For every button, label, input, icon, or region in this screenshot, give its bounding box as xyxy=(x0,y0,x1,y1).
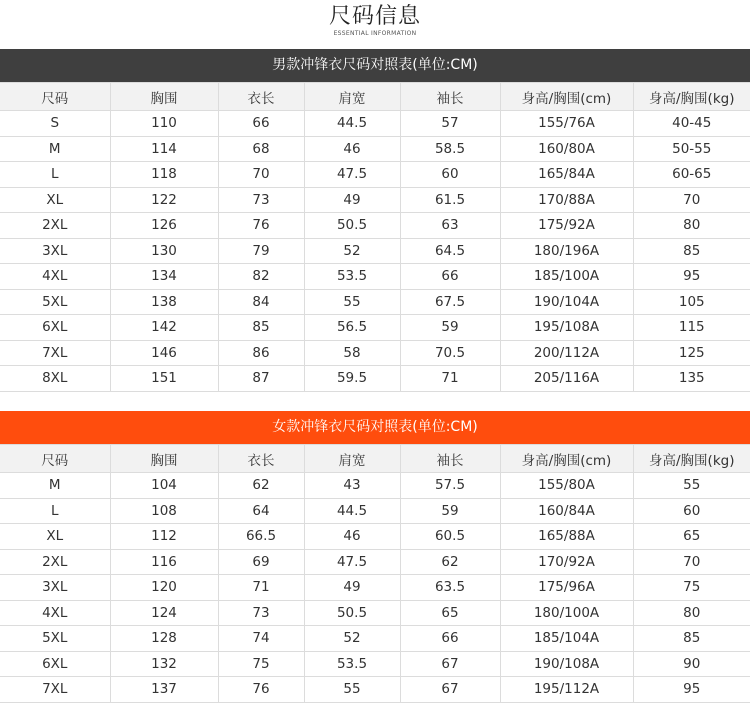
chest-cell: 128 xyxy=(110,626,218,652)
height-weight-cell: 90 xyxy=(633,651,750,677)
height-weight-cell: 85 xyxy=(633,626,750,652)
sleeve-cell: 62 xyxy=(400,549,500,575)
table-row xyxy=(0,315,750,341)
men-table-header-row xyxy=(0,83,750,111)
sleeve-cell: 59 xyxy=(400,315,500,341)
men-size-table xyxy=(0,82,750,392)
height-chest-cell: 155/80A xyxy=(500,473,633,499)
table-row xyxy=(0,498,750,524)
size-cell: 3XL xyxy=(0,238,110,264)
table-row xyxy=(0,187,750,213)
page-title: 尺码信息 xyxy=(328,4,421,29)
size-cell: 6XL xyxy=(0,651,110,677)
length-cell: 82 xyxy=(218,264,304,290)
table-row xyxy=(0,651,750,677)
height-chest-cell: 155/76A xyxy=(500,111,633,137)
table-row xyxy=(0,264,750,290)
sleeve-cell: 65 xyxy=(400,600,500,626)
table-row xyxy=(0,366,750,392)
height-weight-cell: 80 xyxy=(633,213,750,239)
height-weight-cell: 60-65 xyxy=(633,162,750,188)
sleeve-cell: 66 xyxy=(400,264,500,290)
chest-cell: 104 xyxy=(110,473,218,499)
height-chest-cell: 170/88A xyxy=(500,187,633,213)
sleeve-cell: 57.5 xyxy=(400,473,500,499)
chest-cell: 132 xyxy=(110,651,218,677)
page-subtitle: ESSENTIAL INFORMATION xyxy=(333,30,417,37)
column-header-sleeve: 袖长 xyxy=(400,83,500,111)
shoulder-cell: 47.5 xyxy=(304,162,400,188)
chest-cell: 138 xyxy=(110,289,218,315)
height-weight-cell: 70 xyxy=(633,187,750,213)
column-header-size: 尺码 xyxy=(0,445,110,473)
men-size-section xyxy=(0,49,750,392)
column-header-height-weight: 身高/胸围(kg) xyxy=(633,445,750,473)
shoulder-cell: 49 xyxy=(304,187,400,213)
chest-cell: 116 xyxy=(110,549,218,575)
height-weight-cell: 70 xyxy=(633,549,750,575)
column-header-shoulder: 肩宽 xyxy=(304,83,400,111)
height-chest-cell: 190/108A xyxy=(500,651,633,677)
length-cell: 74 xyxy=(218,626,304,652)
column-header-sleeve: 袖长 xyxy=(400,445,500,473)
height-chest-cell: 180/100A xyxy=(500,600,633,626)
sleeve-cell: 60 xyxy=(400,162,500,188)
size-cell: XL xyxy=(0,524,110,550)
size-cell: 4XL xyxy=(0,264,110,290)
chest-cell: 110 xyxy=(110,111,218,137)
size-cell: M xyxy=(0,136,110,162)
length-cell: 66.5 xyxy=(218,524,304,550)
chest-cell: 124 xyxy=(110,600,218,626)
shoulder-cell: 56.5 xyxy=(304,315,400,341)
sleeve-cell: 61.5 xyxy=(400,187,500,213)
height-chest-cell: 195/108A xyxy=(500,315,633,341)
chest-cell: 142 xyxy=(110,315,218,341)
size-cell: S xyxy=(0,111,110,137)
length-cell: 71 xyxy=(218,575,304,601)
sleeve-cell: 63.5 xyxy=(400,575,500,601)
chest-cell: 134 xyxy=(110,264,218,290)
size-cell: 3XL xyxy=(0,575,110,601)
shoulder-cell: 55 xyxy=(304,677,400,703)
shoulder-cell: 53.5 xyxy=(304,651,400,677)
column-header-chest: 胸围 xyxy=(110,83,218,111)
chest-cell: 108 xyxy=(110,498,218,524)
length-cell: 84 xyxy=(218,289,304,315)
length-cell: 86 xyxy=(218,340,304,366)
height-chest-cell: 185/100A xyxy=(500,264,633,290)
height-chest-cell: 175/92A xyxy=(500,213,633,239)
length-cell: 76 xyxy=(218,677,304,703)
women-table-title: 女款冲锋衣尺码对照表(单位:CM) xyxy=(0,411,750,444)
chest-cell: 137 xyxy=(110,677,218,703)
shoulder-cell: 52 xyxy=(304,238,400,264)
size-cell: XL xyxy=(0,187,110,213)
table-row xyxy=(0,162,750,188)
shoulder-cell: 50.5 xyxy=(304,600,400,626)
women-table-header-row xyxy=(0,445,750,473)
height-weight-cell: 60 xyxy=(633,498,750,524)
height-chest-cell: 195/112A xyxy=(500,677,633,703)
height-weight-cell: 125 xyxy=(633,340,750,366)
size-cell: 7XL xyxy=(0,340,110,366)
length-cell: 87 xyxy=(218,366,304,392)
sleeve-cell: 66 xyxy=(400,626,500,652)
sleeve-cell: 58.5 xyxy=(400,136,500,162)
sleeve-cell: 70.5 xyxy=(400,340,500,366)
sleeve-cell: 67 xyxy=(400,651,500,677)
size-cell: 4XL xyxy=(0,600,110,626)
height-chest-cell: 170/92A xyxy=(500,549,633,575)
table-row xyxy=(0,289,750,315)
length-cell: 70 xyxy=(218,162,304,188)
height-chest-cell: 200/112A xyxy=(500,340,633,366)
sleeve-cell: 67 xyxy=(400,677,500,703)
column-header-height-weight: 身高/胸围(kg) xyxy=(633,83,750,111)
height-weight-cell: 55 xyxy=(633,473,750,499)
height-chest-cell: 190/104A xyxy=(500,289,633,315)
size-cell: 5XL xyxy=(0,626,110,652)
shoulder-cell: 47.5 xyxy=(304,549,400,575)
size-cell: L xyxy=(0,162,110,188)
length-cell: 68 xyxy=(218,136,304,162)
table-row xyxy=(0,473,750,499)
length-cell: 66 xyxy=(218,111,304,137)
shoulder-cell: 43 xyxy=(304,473,400,499)
length-cell: 73 xyxy=(218,600,304,626)
height-weight-cell: 105 xyxy=(633,289,750,315)
chest-cell: 114 xyxy=(110,136,218,162)
shoulder-cell: 44.5 xyxy=(304,498,400,524)
column-header-chest: 胸围 xyxy=(110,445,218,473)
length-cell: 69 xyxy=(218,549,304,575)
table-row xyxy=(0,549,750,575)
height-weight-cell: 95 xyxy=(633,264,750,290)
table-row xyxy=(0,677,750,703)
height-chest-cell: 160/80A xyxy=(500,136,633,162)
shoulder-cell: 53.5 xyxy=(304,264,400,290)
height-weight-cell: 95 xyxy=(633,677,750,703)
size-cell: 5XL xyxy=(0,289,110,315)
height-chest-cell: 160/84A xyxy=(500,498,633,524)
height-weight-cell: 50-55 xyxy=(633,136,750,162)
sleeve-cell: 57 xyxy=(400,111,500,137)
men-table-body xyxy=(0,111,750,392)
women-size-table xyxy=(0,444,750,703)
sleeve-cell: 59 xyxy=(400,498,500,524)
height-weight-cell: 40-45 xyxy=(633,111,750,137)
shoulder-cell: 58 xyxy=(304,340,400,366)
chest-cell: 122 xyxy=(110,187,218,213)
height-weight-cell: 75 xyxy=(633,575,750,601)
size-cell: 8XL xyxy=(0,366,110,392)
column-header-shoulder: 肩宽 xyxy=(304,445,400,473)
chest-cell: 118 xyxy=(110,162,218,188)
column-header-length: 衣长 xyxy=(218,83,304,111)
height-chest-cell: 175/96A xyxy=(500,575,633,601)
size-cell: 2XL xyxy=(0,213,110,239)
shoulder-cell: 59.5 xyxy=(304,366,400,392)
table-row xyxy=(0,111,750,137)
shoulder-cell: 50.5 xyxy=(304,213,400,239)
height-chest-cell: 205/116A xyxy=(500,366,633,392)
height-weight-cell: 85 xyxy=(633,238,750,264)
sleeve-cell: 60.5 xyxy=(400,524,500,550)
women-table-body xyxy=(0,473,750,703)
table-row xyxy=(0,600,750,626)
size-cell: 2XL xyxy=(0,549,110,575)
table-row xyxy=(0,213,750,239)
table-row xyxy=(0,524,750,550)
length-cell: 76 xyxy=(218,213,304,239)
length-cell: 62 xyxy=(218,473,304,499)
length-cell: 64 xyxy=(218,498,304,524)
height-weight-cell: 115 xyxy=(633,315,750,341)
table-row xyxy=(0,238,750,264)
chest-cell: 151 xyxy=(110,366,218,392)
length-cell: 75 xyxy=(218,651,304,677)
shoulder-cell: 52 xyxy=(304,626,400,652)
chest-cell: 126 xyxy=(110,213,218,239)
shoulder-cell: 49 xyxy=(304,575,400,601)
shoulder-cell: 46 xyxy=(304,136,400,162)
height-chest-cell: 180/196A xyxy=(500,238,633,264)
height-chest-cell: 185/104A xyxy=(500,626,633,652)
men-table-title: 男款冲锋衣尺码对照表(单位:CM) xyxy=(0,49,750,82)
column-header-height-chest: 身高/胸围(cm) xyxy=(500,445,633,473)
chest-cell: 146 xyxy=(110,340,218,366)
length-cell: 85 xyxy=(218,315,304,341)
size-cell: 7XL xyxy=(0,677,110,703)
column-header-size: 尺码 xyxy=(0,83,110,111)
table-row xyxy=(0,136,750,162)
column-header-height-chest: 身高/胸围(cm) xyxy=(500,83,633,111)
chest-cell: 120 xyxy=(110,575,218,601)
height-chest-cell: 165/84A xyxy=(500,162,633,188)
size-cell: L xyxy=(0,498,110,524)
length-cell: 73 xyxy=(218,187,304,213)
shoulder-cell: 44.5 xyxy=(304,111,400,137)
sleeve-cell: 71 xyxy=(400,366,500,392)
page-title-block xyxy=(0,0,750,47)
women-size-section xyxy=(0,411,750,703)
size-cell: M xyxy=(0,473,110,499)
sleeve-cell: 67.5 xyxy=(400,289,500,315)
sleeve-cell: 63 xyxy=(400,213,500,239)
table-row xyxy=(0,340,750,366)
length-cell: 79 xyxy=(218,238,304,264)
height-weight-cell: 80 xyxy=(633,600,750,626)
chest-cell: 112 xyxy=(110,524,218,550)
shoulder-cell: 55 xyxy=(304,289,400,315)
sleeve-cell: 64.5 xyxy=(400,238,500,264)
size-cell: 6XL xyxy=(0,315,110,341)
shoulder-cell: 46 xyxy=(304,524,400,550)
table-row xyxy=(0,626,750,652)
height-weight-cell: 135 xyxy=(633,366,750,392)
height-chest-cell: 165/88A xyxy=(500,524,633,550)
height-weight-cell: 65 xyxy=(633,524,750,550)
column-header-length: 衣长 xyxy=(218,445,304,473)
chest-cell: 130 xyxy=(110,238,218,264)
table-row xyxy=(0,575,750,601)
